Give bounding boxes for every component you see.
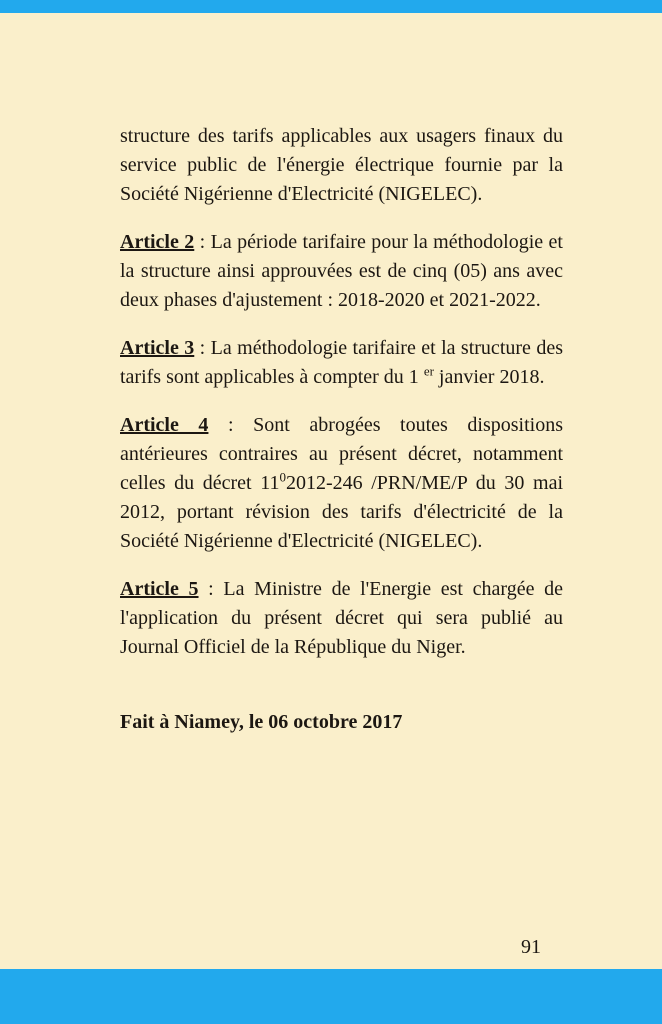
superscript-text: er [423,363,434,379]
text-segment: : Sont abrogées toutes dispositions antérieures contraires au présent décret, notamment celles du décret 11 [120,414,563,494]
article-label: Article 2 [120,231,195,253]
bottom-accent-bar [0,969,662,1024]
superscript-text: 0 [279,469,286,485]
paragraph-continuation [120,122,563,209]
text-segment: 2012-246 /PRN/ME/P du 30 mai 2012, portant révision des tarifs d'électricité de la Société Nigérienne d'Electricité (NIGELEC). [120,472,564,552]
dateline: Fait à Niamey, le 06 octobre 2017 [120,711,403,733]
article-label: Article 4 [120,414,209,436]
paragraph-article-2 [120,228,563,315]
top-accent-bar [0,0,662,13]
text-segment: : La Ministre de l'Energie est chargée de l'application du présent décret qui sera publié au Journal Officiel de la République du Niger. [120,578,563,658]
paragraph-article-5 [120,575,563,662]
article-label: Article 5 [120,578,199,600]
page-number: 91 [521,936,541,958]
text-segment: structure des tarifs applicables aux usagers finaux du service public de l'énergie électrique fournie par la Société Nigérienne d'Electricité (NIGELEC). [120,125,563,205]
paragraph-article-3 [120,334,563,392]
paragraphs-container [120,122,563,662]
document-body [120,122,563,737]
article-label: Article 3 [120,337,195,359]
paragraph-article-4 [120,411,563,556]
text-segment: : La méthodologie tarifaire et la structure des tarifs sont applicables à compter du 1 [120,337,563,388]
text-segment: janvier 2018. [433,366,545,388]
text-segment: : La période tarifaire pour la méthodologie et la structure ainsi approuvées est de cinq (05) ans avec deux phases d'ajustement : 2018-2020 et 2021-2022. [120,231,563,311]
